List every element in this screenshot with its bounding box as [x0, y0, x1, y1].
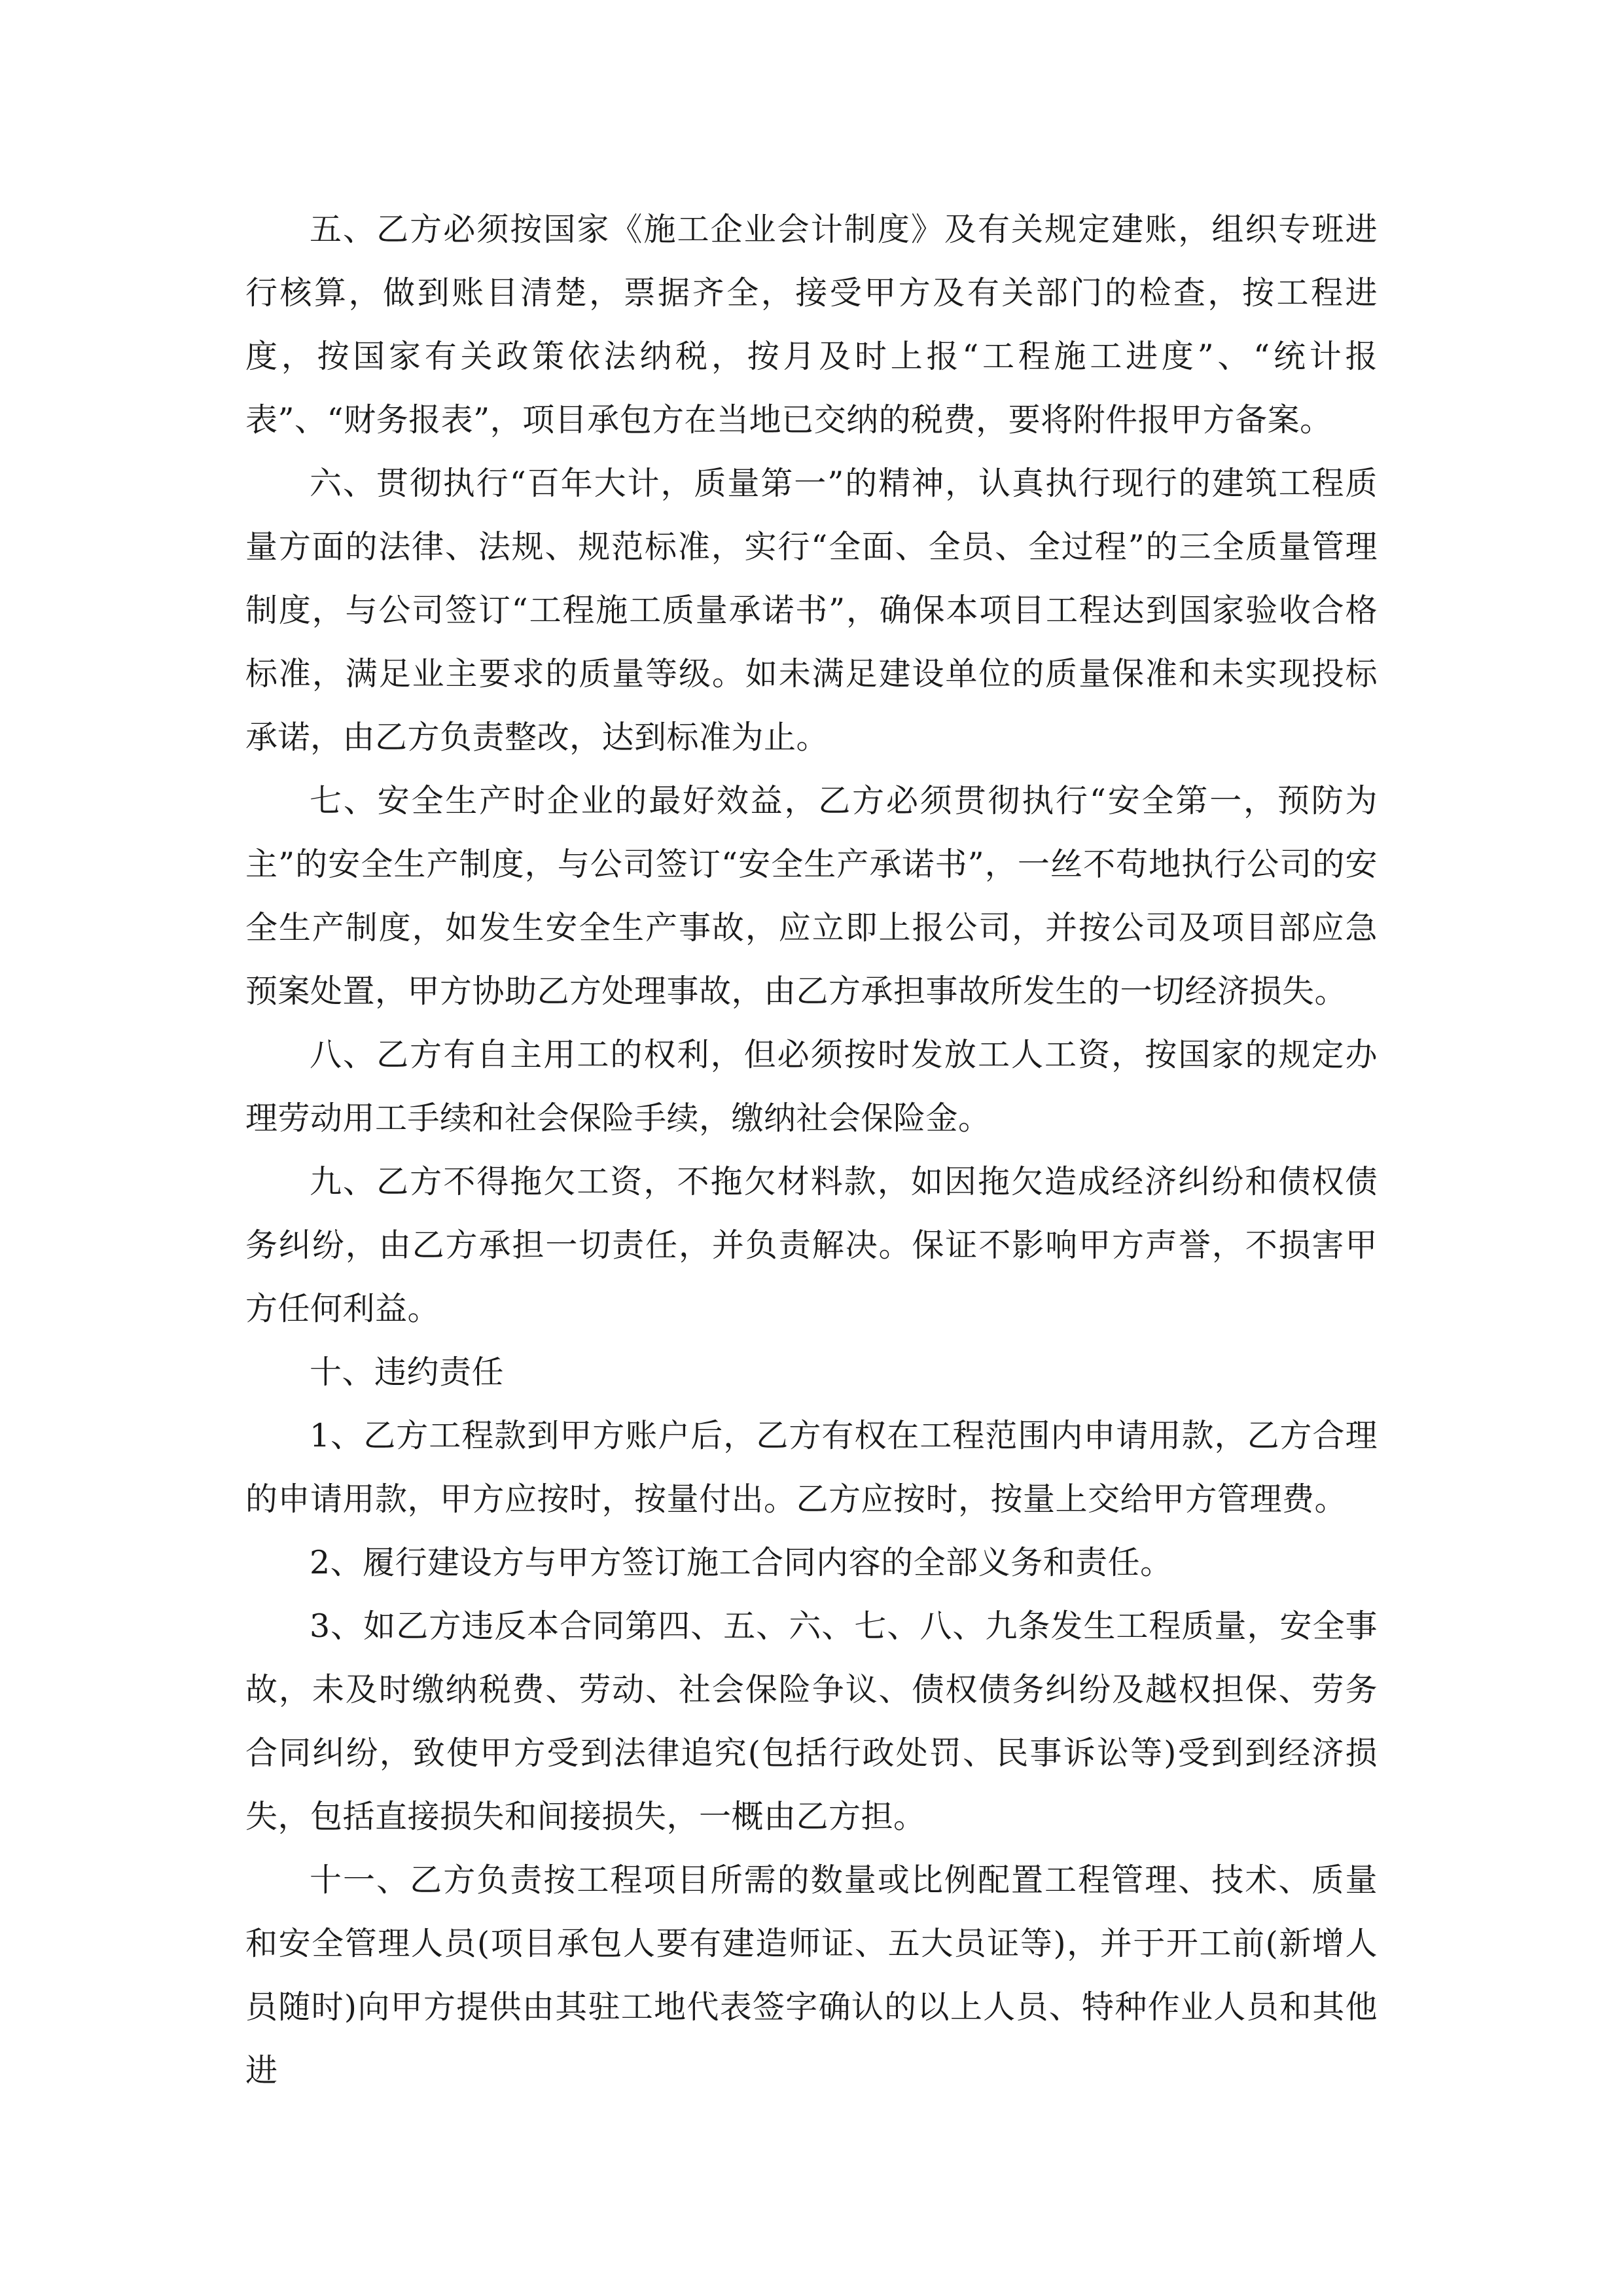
clause-10-heading: 十、违约责任	[310, 1354, 505, 1391]
clause-11-paragraph: 十一、乙方负责按工程项目所需的数量或比例配置工程管理、技术、质量和安全管理人员(项目承包人要有建造师证、五大员证等)，并于开工前(新增人员随时)向甲方提供由其驻工地代表签字确认的以上人员、特种作业人员和其他进	[245, 1861, 1378, 2089]
clause-10-item-2: 2、履行建设方与甲方签订施工合同内容的全部义务和责任。	[310, 1544, 1173, 1581]
clause-10-item-3: 3、如乙方违反本合同第四、五、六、七、八、九条发生工程质量，安全事故，未及时缴纳税费、劳动、社会保险争议、债权债务纠纷及越权担保、劳务合同纠纷，致使甲方受到法律追究(包括行政处罚、民事诉讼等)受到到经济损失，包括直接损失和间接损失，一概由乙方担。	[245, 1607, 1378, 1835]
clause-8-paragraph: 八、乙方有自主用工的权利，但必须按时发放工人工资，按国家的规定办理劳动用工手续和社会保险手续，缴纳社会保险金。	[245, 1036, 1378, 1137]
clause-7-paragraph: 七、安全生产时企业的最好效益，乙方必须贯彻执行“安全第一，预防为主”的安全生产制度，与公司签订“安全生产承诺书”，一丝不苟地执行公司的安全生产制度，如发生安全生产事故，应立即上报公司，并按公司及项目部应急预案处置，甲方协助乙方处理事故，由乙方承担事故所发生的一切经济损失。	[245, 782, 1378, 1010]
document-page	[245, 198, 1378, 2102]
clause-9-paragraph: 九、乙方不得拖欠工资，不拖欠材料款，如因拖欠造成经济纠纷和债权债务纠纷，由乙方承担一切责任，并负责解决。保证不影响甲方声誉，不损害甲方任何利益。	[245, 1163, 1378, 1327]
clause-6-paragraph: 六、贯彻执行“百年大计，质量第一”的精神，认真执行现行的建筑工程质量方面的法律、法规、规范标准，实行“全面、全员、全过程”的三全质量管理制度，与公司签订“工程施工质量承诺书”，确保本项目工程达到国家验收合格标准，满足业主要求的质量等级。如未满足建设单位的质量保准和未实现投标承诺，由乙方负责整改，达到标准为止。	[245, 465, 1378, 756]
clause-10-item-1: 1、乙方工程款到甲方账户后，乙方有权在工程范围内申请用款，乙方合理的申请用款，甲方应按时，按量付出。乙方应按时，按量上交给甲方管理费。	[245, 1417, 1378, 1518]
clause-5-paragraph: 五、乙方必须按国家《施工企业会计制度》及有关规定建账，组织专班进行核算，做到账目清楚，票据齐全，接受甲方及有关部门的检查，按工程进度，按国家有关政策依法纳税，按月及时上报“工程施工进度”、“统计报表”、“财务报表”，项目承包方在当地已交纳的税费，要将附件报甲方备案。	[245, 211, 1378, 439]
